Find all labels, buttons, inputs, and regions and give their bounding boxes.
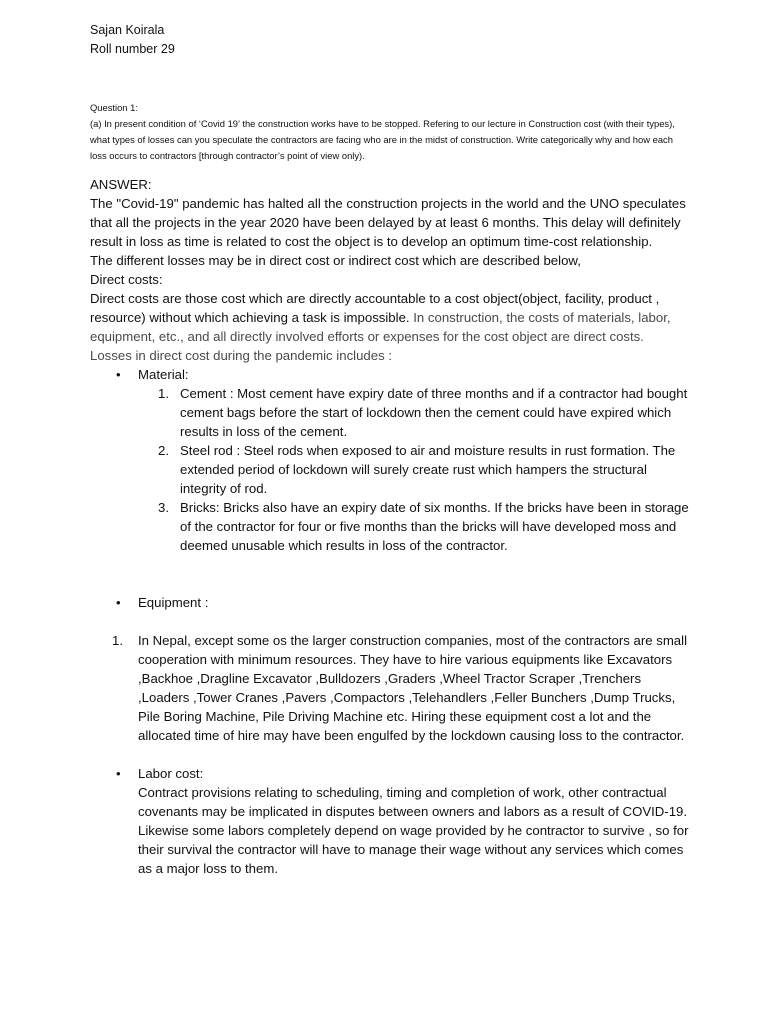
labor-text: Contract provisions relating to scheduling, timing and completion of work, other contractual covenants may be implicated in disputes between owners and labors as a result of COVID-19. Likewise some labors completely depend on wage provided by he contractor to survive , so for their survival the contractor will have to manage their wage without any services which comes as a major loss to them. — [138, 785, 689, 876]
answer-intro: The "Covid-19" pandemic has halted all the construction projects in the world and the UNO speculates that all the projects in the year 2020 have been delayed by at least 6 months. This delay will definitely result in loss as time is related to cost the object is to develop an optimum time-cost relationship. — [90, 196, 686, 249]
list-item — [90, 498, 690, 555]
question-block — [90, 100, 690, 164]
list-item — [90, 441, 690, 498]
labor-bullet — [90, 764, 690, 783]
list-number: 3. — [158, 500, 169, 515]
list-item — [90, 384, 690, 441]
labor-text-row — [90, 783, 690, 878]
answer-heading: ANSWER: — [90, 177, 152, 192]
direct-costs-definition — [90, 289, 690, 346]
bullet-icon: • — [116, 595, 121, 610]
list-number: 1. — [112, 633, 123, 648]
material-bullet — [90, 365, 690, 384]
material-label: Material: — [138, 367, 189, 382]
labor-label: Labor cost: — [138, 766, 204, 781]
question-text: (a) In present condition of ‘Covid 19’ the construction works have to be stopped. Refering to our lecture in Construction cost (with their types), what types of losses can you speculate the contractors are facing who are in the midst of construction. Write categorically why and how each loss occurs to contractors [through contractor’s point of view only). — [90, 118, 675, 161]
equipment-bullet — [90, 593, 690, 612]
question-label: Question 1: — [90, 102, 138, 113]
bullet-icon: • — [116, 367, 121, 382]
direct-def-part-a: Direct costs are those cost which are directly accountable to a cost object(object, facility, product , resource) without which achieving a task is impossible. — [90, 291, 660, 325]
author-block — [90, 21, 175, 59]
list-item-text: Cement : Most cement have expiry date of three months and if a contractor had bought cement bags before the start of lockdown then the cement could have expired which results in loss of the cement. — [180, 386, 688, 439]
losses-intro: Losses in direct cost during the pandemic includes : — [90, 348, 393, 363]
list-number: 1. — [158, 386, 169, 401]
author-name: Sajan Koirala — [90, 23, 165, 37]
direct-def-part-b: In construction, the costs of materials, labor, equipment, etc., and all directly involved efforts or expenses for the cost object are direct costs. — [90, 310, 671, 344]
answer-types: The different losses may be in direct cost or indirect cost which are described below, — [90, 253, 581, 268]
list-number: 2. — [158, 443, 169, 458]
direct-costs-heading: Direct costs: — [90, 272, 163, 287]
equipment-item — [90, 631, 690, 745]
list-item-text: Bricks: Bricks also have an expiry date of six months. If the bricks have been in storage of the contractor for four or five months than the bricks will have developed moss and deemed unusable which results in loss of the contractor. — [180, 500, 689, 553]
equipment-text: In Nepal, except some os the larger construction companies, most of the contractors are small cooperation with minimum resources. They have to hire various equipments like Excavators ,Backhoe ,Dragline Excavator ,Bulldozers ,Graders ,Wheel Tractor Scraper ,Trenchers ,Loaders ,Tower Cranes ,Pavers ,Compactors ,Telehandlers ,Feller Bunchers ,Dump Trucks, Pile Boring Machine, Pile Driving Machine etc. Hiring these equipment cost a lot and the allocated time of hire may have been engulfed by the lockdown causing loss to the contractor. — [138, 633, 688, 743]
answer-block — [90, 175, 690, 878]
bullet-icon: • — [116, 766, 121, 781]
roll-number: Roll number 29 — [90, 42, 175, 56]
equipment-label: Equipment : — [138, 595, 209, 610]
list-item-text: Steel rod : Steel rods when exposed to air and moisture results in rust formation. The extended period of lockdown will surely create rust which hampers the structural integrity of rod. — [180, 443, 676, 496]
